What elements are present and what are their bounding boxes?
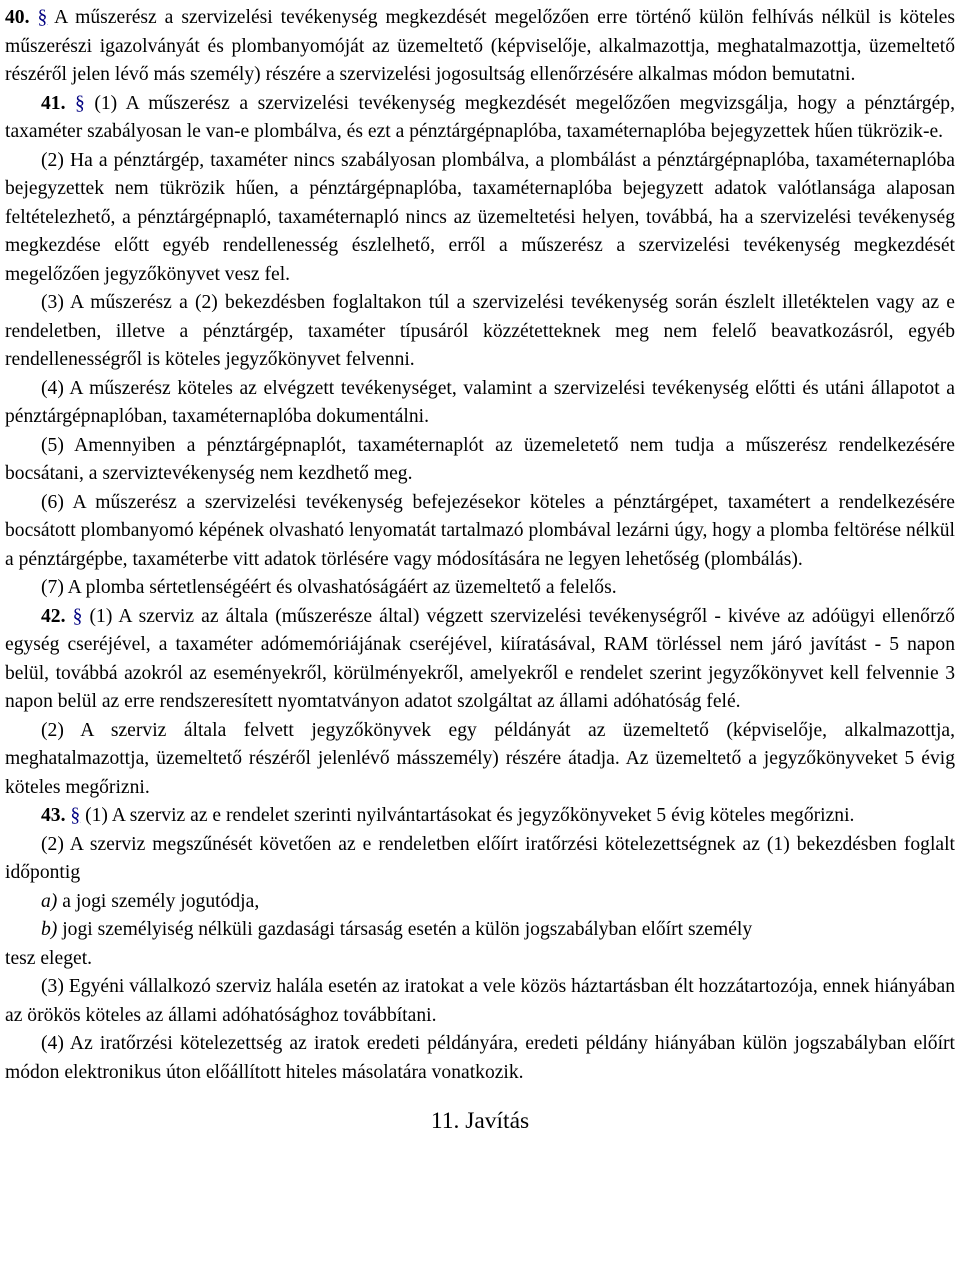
section-heading: 11. Javítás: [430, 1108, 530, 1134]
section-number: 42.: [41, 605, 66, 627]
section-link[interactable]: §: [75, 92, 85, 114]
paragraph-text: A műszerész a szervizelési tevékenység megkezdését megelőzően erre történő külön felhívás nélkül is köteles műszerészi igazolványát és plombanyomóját az üzemeltető (képviselője, alkalmazottja, meghatalmazottja, üzemeltető részéről jelen lévő más személy) részére a szervizelési jogosultság ellenőrzésére alkalmas módon bemutatni.: [5, 7, 955, 85]
paragraph-41-1: [5, 90, 955, 147]
paragraph-42-2: (2) A szerviz általa felvett jegyzőkönyvek egy példányát az üzemeltető (képviselője, alkalmazottja, meghatalmazottja, üzemeltető részéről jelenlévő másszemély) részére átadja. Az üzemeltető a jegyzőkönyveket 5 évig köteles megőrizni.: [5, 719, 955, 798]
section-link[interactable]: §: [70, 805, 81, 826]
paragraph-41-2: (2) Ha a pénztárgép, taxaméter nincs szabályosan plombálva, a plombálást a pénztárgépnaplóba, taxaméternaplóba bejegyzettek nem tükrözik hűen, a pénztárgépnaplóba, taxaméternaplóba bejegyzett adatok valótlansága alaposan feltételezhető, a pénztárgépnapló, taxaméternapló nincs az üzemeltetési helyen, továbbá, ha a szervizelési tevékenység megkezdése előtt egyéb rendellenesség észlelhető, erről a műszerész a szervizelési tevékenység megkezdését megelőzően jegyzőkönyvet vesz fel.: [5, 149, 955, 285]
paragraph-43-4: (4) Az iratőrzési kötelezettség az iratok eredeti példányára, eredeti példány hiányában külön jogszabályban előírt módon elektronikus úton előállított hiteles másolatára vonatkozik.: [5, 1033, 955, 1083]
paragraph-43-1: [5, 802, 955, 831]
section-link[interactable]: §: [37, 7, 48, 28]
list-item-b: [5, 916, 955, 945]
paragraph-text: (1) A szerviz az általa (műszerésze által) végzett szervizelési tevékenységről - kivéve az adóügyi ellenőrző egység cseréjével, a taxaméter adómemóriájának cseréjével, kiíratásával, RAM törléssel nem járó javítást - 5 napon belül, továbbá azokról az eseményekről, körülményekről, amelyekről e rendelet szerint jegyzőkönyvet kell felvennie 3 napon belül az erre rendszeresített nyomtatványon adatot szolgáltat az állami adóhatóság felé.: [5, 605, 955, 712]
paragraph-40: [5, 4, 955, 90]
paragraph-text: (1) A műszerész a szervizelési tevékenység megkezdését megelőzően megvizsgálja, hogy a pénztárgép, taxaméter szabályosan le van-e plombálva, és ezt a pénztárgépnaplóba, taxaméternaplóba bejegyzettek hűen tükrözik-e.: [5, 92, 955, 142]
document-page: [5, 4, 955, 1136]
list-item-label: a): [41, 890, 58, 912]
paragraph-41-4: (4) A műszerész köteles az elvégzett tevékenységet, valamint a szervizelési tevékenység előtti és utáni állapotot a pénztárgépnaplóban, taxaméternaplóba dokumentálni.: [5, 377, 955, 427]
section-number: 43.: [41, 805, 66, 826]
paragraph-41-7: (7) A plomba sértetlenségéért és olvashatóságáért az üzemeltető a felelős.: [41, 577, 617, 598]
list-item-label: b): [41, 919, 58, 940]
paragraph-41-6: (6) A műszerész a szervizelési tevékenység befejezésekor köteles a pénztárgépet, taxamétert a rendelkezésére bocsátott plombanyomó képének olvasható lenyomatát tartalmazó plombával lezárni úgy, hogy a plomba feltörése nélkül a pénztárgépbe, taxaméterbe vitt adatok törlésére vagy módosítására ne legyen lehetőség (plombálás).: [5, 491, 955, 570]
paragraph-41-3: (3) A műszerész a (2) bekezdésben foglaltakon túl a szervizelési tevékenység során észlelt illetéktelen vagy az e rendeletben, illetve a pénztárgép, taxaméter típusáról közzétetteknek meg nem felelő beavatkozásról, egyéb rendellenességről is köteles jegyzőkönyvet felvenni.: [5, 292, 955, 370]
paragraph-43-2-tail: tesz eleget.: [5, 947, 93, 969]
paragraph-42-1: [5, 603, 955, 717]
list-item-a: [5, 888, 955, 917]
paragraph-43-3: (3) Egyéni vállalkozó szerviz halála esetén az iratokat a vele közös háztartásban élt hozzátartozója, ennek hiányában az örökös köteles az állami adóhatósághoz továbbítani.: [5, 976, 955, 1026]
paragraph-text: (1) A szerviz az e rendelet szerinti nyilvántartásokat és jegyzőkönyveket 5 évig köteles megőrizni.: [85, 805, 855, 826]
paragraph-41-5: (5) Amennyiben a pénztárgépnaplót, taxaméternaplót az üzemeletető nem tudja a műszerész rendelkezésére bocsátani, a szerviztevékenység nem kezdhető meg.: [5, 434, 955, 484]
section-number: 40.: [5, 7, 30, 28]
list-item-text: a jogi személy jogutódja,: [62, 890, 260, 912]
paragraph-43-2: (2) A szerviz megszűnését követően az e rendeletben előírt iratőrzési kötelezettségnek az (1) bekezdésben foglalt időpontig: [5, 833, 955, 883]
list-item-text: jogi személyiség nélküli gazdasági társaság esetén a külön jogszabályban előírt személy: [62, 919, 753, 940]
section-number: 41.: [41, 92, 66, 114]
section-link[interactable]: §: [72, 605, 83, 627]
